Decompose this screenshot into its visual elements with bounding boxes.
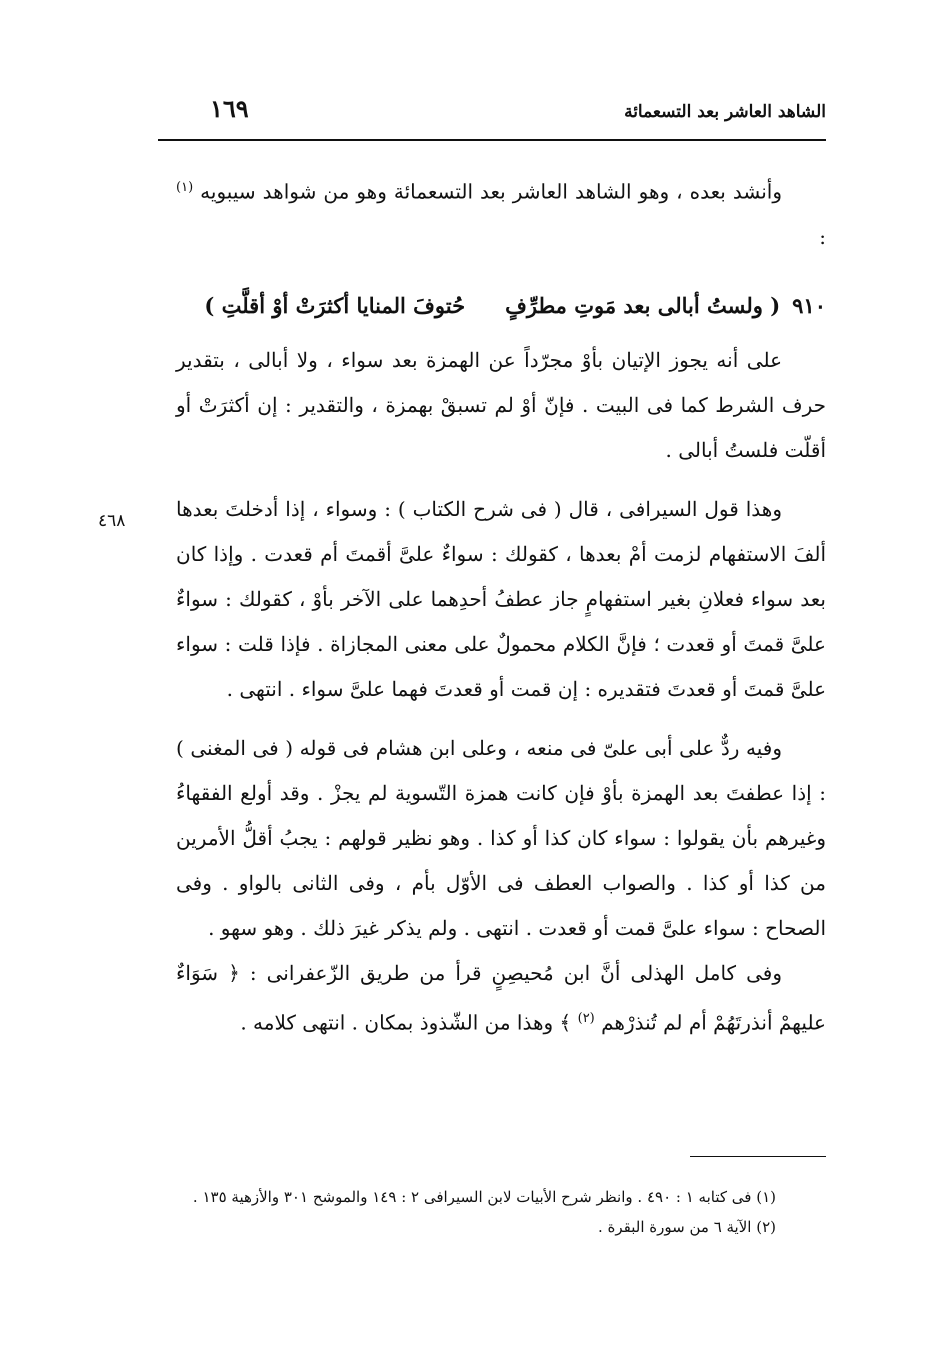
verse-line xyxy=(176,280,826,332)
page-header xyxy=(158,94,826,134)
footnote-ref-1: (١) xyxy=(176,180,194,195)
verse-number: ٩١٠ xyxy=(792,292,826,318)
paragraph-kamil-hudhali xyxy=(176,951,826,1046)
intro-paragraph xyxy=(176,165,826,260)
intro-tail: : xyxy=(819,224,826,249)
footnotes xyxy=(176,1182,776,1242)
kamil-text-end: ﴾ وهذا من الشّذوذ بمكان . انتهى كلامه . xyxy=(240,1010,578,1035)
paragraph-sirafi-quote: وهذا قول السيرافى ، قال ( فى شرح الكتاب ) : وسواء ، إذا أدخلتَ بعدها ألفَ الاستفهام لزمت أمْ بعدها ، كقولك : سواءٌ علىَّ أقمتَ أم قعدت . وإذا كان بعد سواء فعلانِ بغير استفهامٍ جاز عطفُ أحدِهما على الآخر بأوْ ، كقولك : سواءٌ علىَّ قمتَ أو قعدت ؛ فإنَّ الكلام محمولٌ على معنى المجازاة . فإذا قلت : سواء علىَّ قمتَ أو قعدتَ فتقديره : إن قمت أو قعدتَ فهما علىَّ سواء . انتهى . xyxy=(176,496,826,701)
footnote-2: (٢) الآية ٦ من سورة البقرة . xyxy=(597,1218,776,1236)
kamil-text: وفى كامل الهذلى أنَّ ابن مُحيصِنٍ قرأ من طريق الزّعفرانى : ﴿ سَوَاءٌ عليهمْ أنذرتَهُمْ أم لم تُنذرْهم xyxy=(176,960,826,1035)
margin-reference-number: ٤٦٨ xyxy=(98,511,126,531)
header-rule xyxy=(158,139,826,141)
main-text xyxy=(176,165,826,1045)
intro-text: وأنشد بعده ، وهو الشاهد العاشر بعد التسعمائة وهو من شواهد سيبويه xyxy=(200,179,782,204)
footnote-ref-2: (٢) xyxy=(577,1010,595,1026)
running-title: الشاهد العاشر بعد التسعمائة xyxy=(624,102,826,122)
footnote-1: (١) فى كتابه ١ : ٤٩٠ . وانظر شرح الأبيات لابن السيرافى ٢ : ١٤٩ والموشح ٣٠١ والأزهية ١٣٥ . xyxy=(192,1188,776,1206)
verse-first-hemistich: ( ولستُ أبالى بعد مَوتِ مطرِّفٍ xyxy=(505,292,781,318)
paragraph-explanation: على أنه يجوز الإتيان بأوْ مجرّداً عن الهمزة بعد سواء ، ولا أبالى ، بتقدير حرف الشرط كما فى البيت . فإنّ أوْ لم تسبقْ بهمزة ، والتقدير : إن أكثرَتْ أو أقلّت فلستُ أبالى . xyxy=(176,347,826,462)
paragraph-refutation: وفيه ردٌّ على أبى علىّ فى منعه ، وعلى ابن هشام فى قوله ( فى المغنى ) : إذا عطفتَ بعد الهمزة بأوْ فإن كانت همزة التّسوية لم يجزْ . وقد أولع الفقهاءُ وغيرهم بأن يقولوا : سواء كان كذا أو كذا . وهو نظير قولهم : يجبُ أقلُّ الأمرين من كذا أو كذا . والصواب العطف فى الأوّل بأم ، وفى الثانى بالواو . وفى الصحاح : سواء علىَّ قمت أو قعدت . انتهى . ولم يذكر غيرَ ذلك . وهو سهو . xyxy=(176,735,826,940)
page-number: ١٦٩ xyxy=(210,94,249,123)
footnote-rule xyxy=(690,1156,826,1157)
verse-second-hemistich: حُتوفَ المنايا أكثرَتْ أوْ أقلَّتِ ) xyxy=(204,292,466,318)
